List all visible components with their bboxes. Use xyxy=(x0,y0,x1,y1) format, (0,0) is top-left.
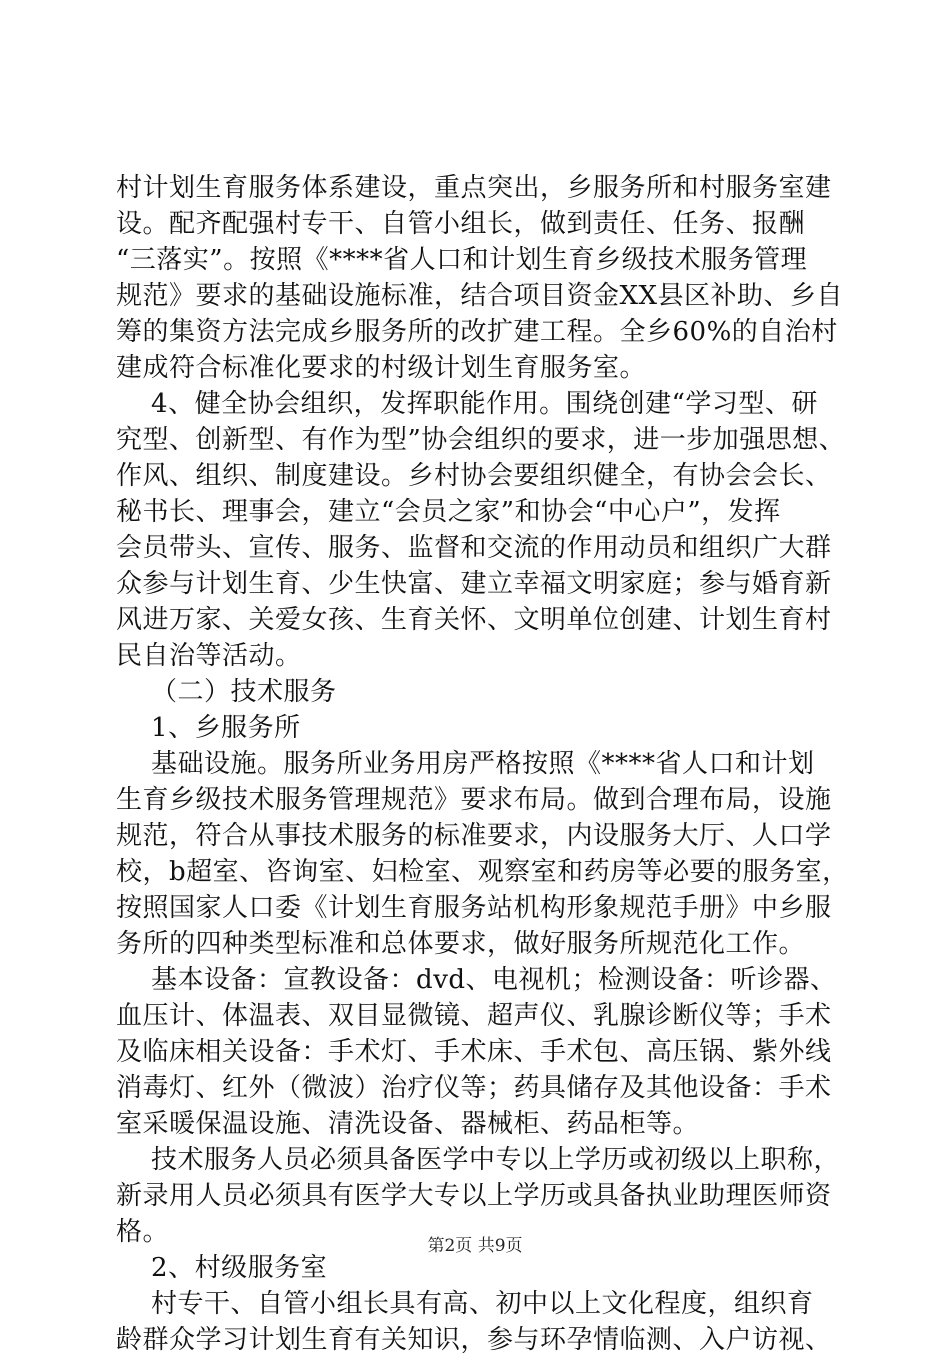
page-number-footer: 第2页 共9页 xyxy=(427,1236,523,1256)
text-line-17: 基础设施。服务所业务用房严格按照《****省人口和计划 xyxy=(116,749,815,779)
document-body xyxy=(116,170,849,1358)
subheading-village-service-room: 2、村级服务室 xyxy=(116,1253,328,1283)
text-line-29: 新录用人员必须具有医学大专以上学历或具备执业助理医师资 xyxy=(116,1181,832,1211)
text-line-33: 龄群众学习计划生育有关知识，参与环孕情临测、入户访视、 xyxy=(116,1325,832,1355)
text-line-20: 校，b超室、咨询室、妇检室、观察室和药房等必要的服务室， xyxy=(116,857,849,887)
text-line-23: 基本设备：宣教设备：dvd、电视机；检测设备：听诊器、 xyxy=(116,965,837,995)
text-line-27: 室采暖保温设施、清洗设备、器械柜、药品柜等。 xyxy=(116,1109,700,1139)
text-line-4: 规范》要求的基础设施标准，结合项目资金XX县区补助、乡自 xyxy=(116,281,844,311)
text-line-5: 筹的集资方法完成乡服务所的改扩建工程。全乡60%的自治村 xyxy=(116,317,838,347)
text-line-26: 消毒灯、红外（微波）治疗仪等；药具储存及其他设备：手术 xyxy=(116,1073,832,1103)
text-line-22: 务所的四种类型标准和总体要求，做好服务所规范化工作。 xyxy=(116,929,806,959)
text-line-2: 设。配齐配强村专干、自管小组长，做到责任、任务、报酬 xyxy=(116,209,806,239)
text-line-8: 究型、创新型、有作为型”协会组织的要求，进一步加强思想、 xyxy=(116,425,846,455)
text-line-10: 秘书长、理事会，建立“会员之家”和协会“中心户”，发挥 xyxy=(116,497,781,527)
subheading-township-service-station: 1、乡服务所 xyxy=(116,713,301,743)
text-line-7: 4、健全协会组织，发挥职能作用。围绕创建“学习型、研 xyxy=(116,389,818,419)
text-line-18: 生育乡级技术服务管理规范》要求布局。做到合理布局，设施 xyxy=(116,785,832,815)
text-line-21: 按照国家人口委《计划生育服务站机构形象规范手册》中乡服 xyxy=(116,893,832,923)
text-line-6: 建成符合标准化要求的村级计划生育服务室。 xyxy=(116,353,647,383)
text-line-30: 格。 xyxy=(116,1217,170,1247)
text-line-11: 会员带头、宣传、服务、监督和交流的作用动员和组织广大群 xyxy=(116,533,832,563)
text-line-14: 民自治等活动。 xyxy=(116,641,302,671)
text-line-24: 血压计、体温表、双目显微镜、超声仪、乳腺诊断仪等；手术 xyxy=(116,1001,832,1031)
text-line-3: “三落实”。按照《****省人口和计划生育乡级技术服务管理 xyxy=(116,245,808,275)
text-line-28: 技术服务人员必须具备医学中专以上学历或初级以上职称， xyxy=(116,1145,841,1175)
section-heading-tech-service: （二）技术服务 xyxy=(116,677,337,707)
text-line-32: 村专干、自管小组长具有高、初中以上文化程度，组织育 xyxy=(116,1289,814,1319)
text-line-1: 村计划生育服务体系建设，重点突出，乡服务所和村服务室建 xyxy=(116,173,832,203)
text-line-13: 风进万家、关爱女孩、生育关怀、文明单位创建、计划生育村 xyxy=(116,605,832,635)
text-line-12: 众参与计划生育、少生快富、建立幸福文明家庭；参与婚育新 xyxy=(116,569,832,599)
text-line-19: 规范，符合从事技术服务的标准要求，内设服务大厅、人口学 xyxy=(116,821,832,851)
text-line-25: 及临床相关设备：手术灯、手术床、手术包、高压锅、紫外线 xyxy=(116,1037,832,1067)
text-line-9: 作风、组织、制度建设。乡村协会要组织健全，有协会会长、 xyxy=(116,461,832,491)
